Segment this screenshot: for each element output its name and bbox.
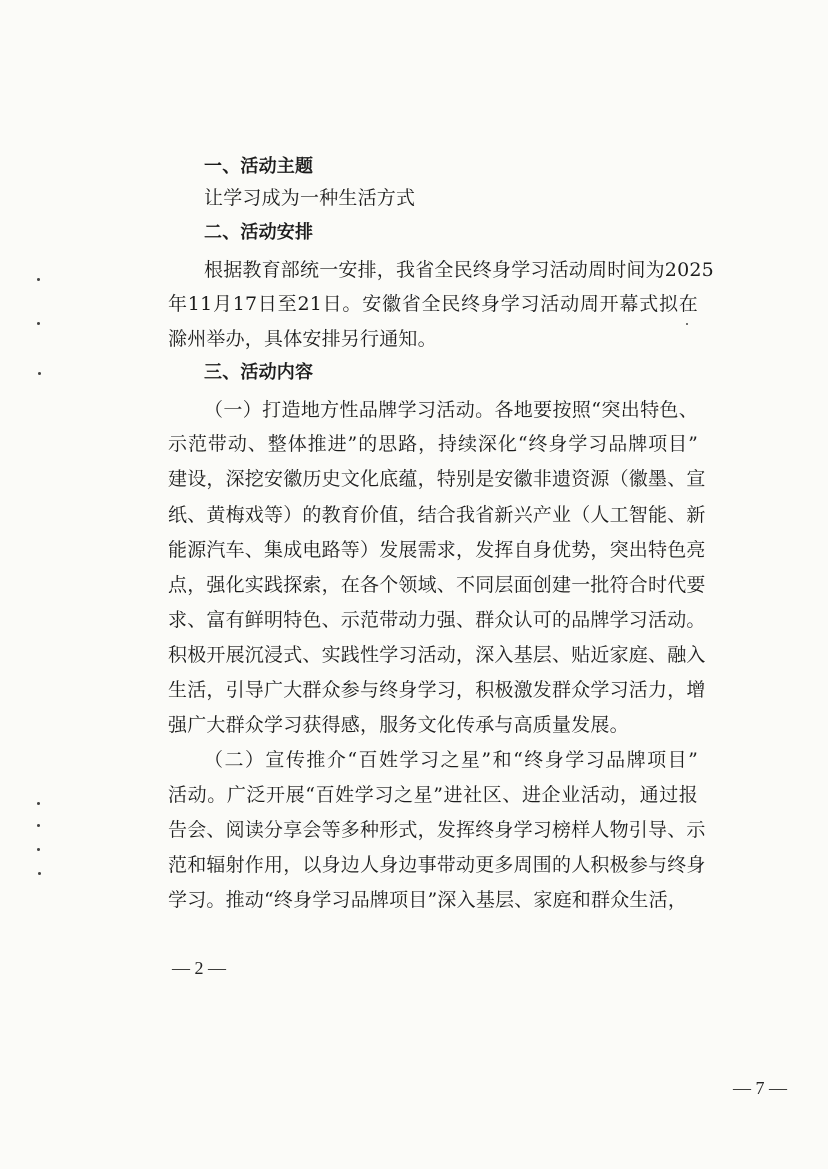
scan-speck [38, 872, 41, 875]
scan-speck [37, 322, 40, 325]
body-line: 积极开展沉浸式、实践性学习活动，深入基层、贴近家庭、融入 [168, 644, 706, 666]
body-line: 强广大群众学习获得感，服务文化传承与高质量发展。 [168, 714, 629, 736]
body-line: 示范带动、整体推进”的思路，持续深化“终身学习品牌项目” [168, 433, 698, 455]
body-line: 点，强化实践探索，在各个领域、不同层面创建一批符合时代要 [168, 574, 706, 596]
heading-activity-theme: 一、活动主题 [204, 156, 314, 177]
body-line: 年11月17日至21日。安徽省全民终身学习活动周开幕式拟在 [168, 293, 698, 315]
heading-activity-content: 三、活动内容 [204, 362, 314, 383]
body-line: 学习。推动“终身学习品牌项目”深入基层、家庭和群众生活， [168, 889, 688, 911]
outer-page-number: — 7 — [733, 1078, 787, 1098]
body-line: 让学习成为一种生活方式 [204, 187, 416, 209]
body-line: 建设，深挖安徽历史文化底蕴，特别是安徽非遗资源（徽墨、宣 [168, 468, 706, 490]
body-line: 生活，引导广大群众参与终身学习，积极激发群众学习活力，增 [168, 679, 706, 701]
body-line: 滁州举办，具体安排另行通知。 [168, 328, 437, 350]
body-line: 求、富有鲜明特色、示范带动力强、群众认可的品牌学习活动。 [168, 609, 706, 631]
body-line: （二）宣传推介“百姓学习之星”和“终身学习品牌项目” [204, 749, 698, 771]
body-line: 纸、黄梅戏等）的教育价值，结合我省新兴产业（人工智能、新 [168, 504, 706, 526]
inner-page-number: — 2 — [172, 958, 226, 978]
scan-speck [686, 323, 688, 325]
body-line: 活动。广泛开展“百姓学习之星”进社区、进企业活动，通过报 [168, 784, 698, 806]
body-line: 告会、阅读分享会等多种形式，发挥终身学习榜样人物引导、示 [168, 819, 706, 841]
body-line: 能源汽车、集成电路等）发展需求，发挥自身优势，突出特色亮 [168, 539, 706, 561]
body-line: 根据教育部统一安排，我省全民终身学习活动周时间为2025 [204, 259, 714, 281]
scan-speck [37, 848, 40, 851]
scan-speck [37, 802, 40, 805]
scan-speck [37, 278, 40, 281]
body-line: （一）打造地方性品牌学习活动。各地要按照“突出特色、 [204, 399, 698, 421]
heading-activity-arrangement: 二、活动安排 [204, 222, 314, 243]
body-line: 范和辐射作用，以身边人身边事带动更多周围的人积极参与终身 [168, 854, 706, 876]
scan-speck [37, 824, 40, 827]
scan-speck [38, 372, 41, 375]
